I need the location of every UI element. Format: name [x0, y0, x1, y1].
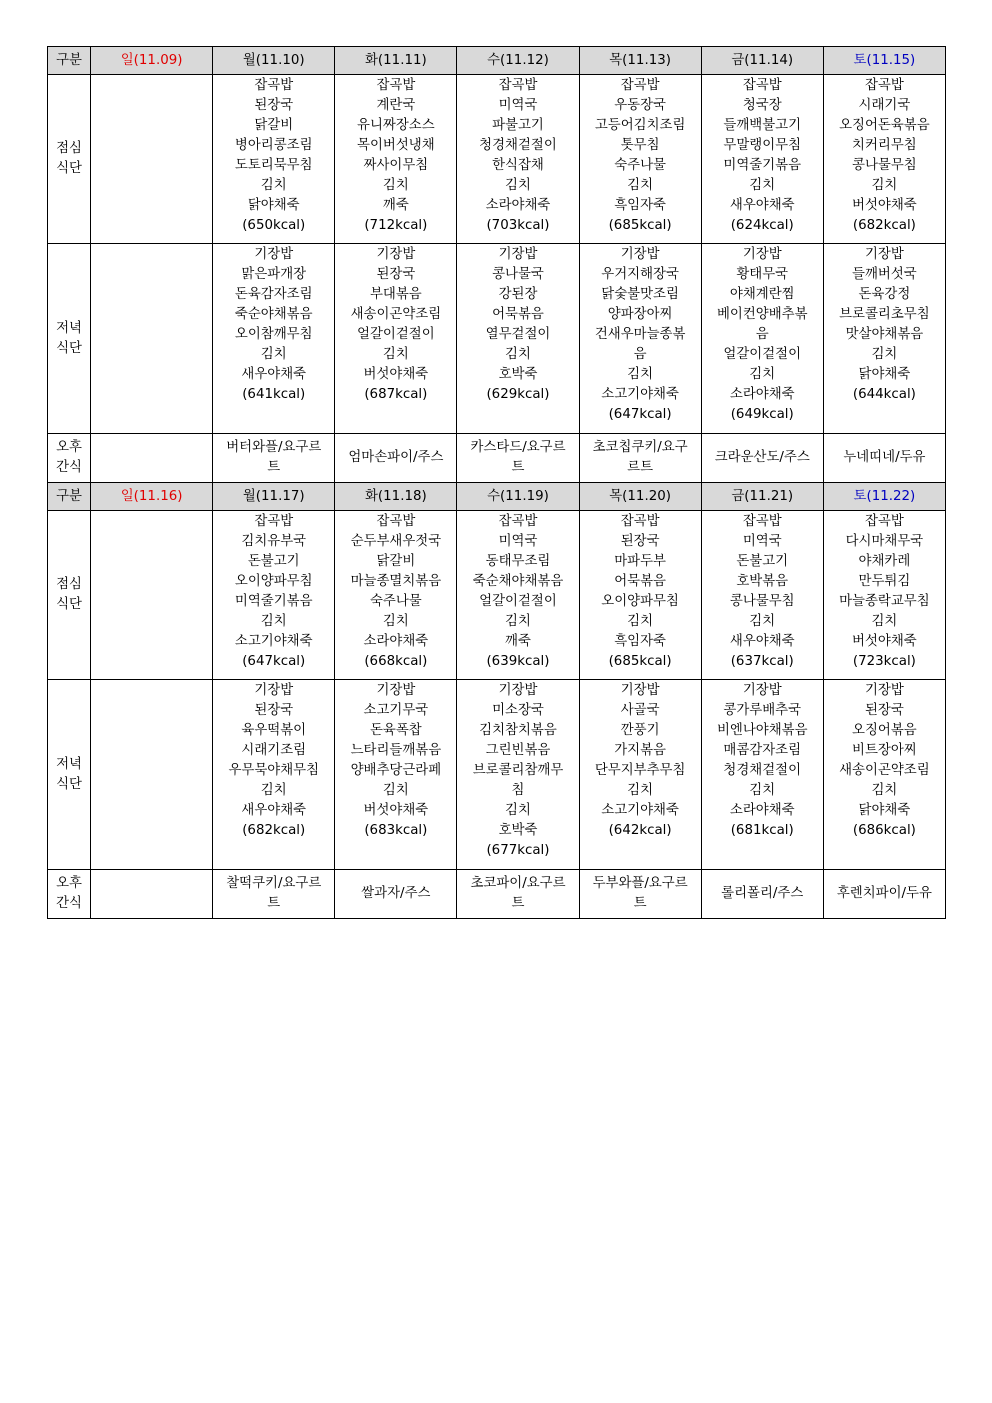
week2-lunch-row — [48, 511, 946, 680]
snack-cell: 크라운산도/주스 — [701, 434, 823, 483]
snack-cell: 쌀과자/주스 — [335, 870, 457, 919]
day-header-sunday: 일(11.16) — [91, 483, 213, 511]
dinner-cell — [91, 680, 213, 870]
snack-cell: 두부와플/요구르 트 — [579, 870, 701, 919]
dinner-cell: 기장밥 콩가루배추국 비엔나야채볶음 매콤감자조림 청경채겉절이 김치 소라야채죽 (681kcal) — [701, 680, 823, 870]
dinner-cell: 기장밥 맑은파개장 돈육감자조림 죽순야채볶음 오이참깨무침 김치 새우야채죽 (641kcal) — [213, 244, 335, 434]
lunch-cell: 잡곡밥 미역국 파불고기 청경채겉절이 한식잡채 김치 소라야채죽 (703kcal) — [457, 75, 579, 244]
weekly-meal-menu-table — [47, 46, 946, 919]
week2-snack-row — [48, 870, 946, 919]
snack-cell — [91, 434, 213, 483]
day-header-thursday: 목(11.20) — [579, 483, 701, 511]
week2-dinner-row — [48, 680, 946, 870]
dinner-cell: 기장밥 미소장국 김치참치볶음 그린빈볶음 브로콜리참깨무 침 김치 호박죽 (677kcal) — [457, 680, 579, 870]
row-label-snack: 오후 간식 — [48, 870, 91, 919]
dinner-cell: 기장밥 된장국 오징어볶음 비트장아찌 새송이곤약조림 김치 닭야채죽 (686kcal) — [823, 680, 945, 870]
day-header-friday: 금(11.21) — [701, 483, 823, 511]
day-header-tuesday: 화(11.18) — [335, 483, 457, 511]
lunch-cell: 잡곡밥 우동장국 고등어김치조림 톳무침 숙주나물 김치 흑임자죽 (685kcal) — [579, 75, 701, 244]
lunch-cell: 잡곡밥 다시마채무국 야채카레 만두튀김 마늘종락교무침 김치 버섯야채죽 (723kcal) — [823, 511, 945, 680]
day-header-wednesday: 수(11.12) — [457, 47, 579, 75]
row-label-dinner: 저녁 식단 — [48, 680, 91, 870]
row-label-lunch: 점심 식단 — [48, 75, 91, 244]
dinner-cell: 기장밥 콩나물국 강된장 어묵볶음 열무겉절이 김치 호박죽 (629kcal) — [457, 244, 579, 434]
week1-lunch-row — [48, 75, 946, 244]
lunch-cell — [91, 75, 213, 244]
week2-header-row — [48, 483, 946, 511]
dinner-cell — [91, 244, 213, 434]
header-label: 구분 — [48, 483, 91, 511]
dinner-cell: 기장밥 소고기무국 돈육폭찹 느타리들깨볶음 양배추당근라페 김치 버섯야채죽 (683kcal) — [335, 680, 457, 870]
header-label: 구분 — [48, 47, 91, 75]
lunch-cell — [91, 511, 213, 680]
lunch-cell: 잡곡밥 김치유부국 돈불고기 오이양파무침 미역줄기볶음 김치 소고기야채죽 (647kcal) — [213, 511, 335, 680]
snack-cell: 카스타드/요구르 트 — [457, 434, 579, 483]
lunch-cell: 잡곡밥 된장국 마파두부 어묵볶음 오이양파무침 김치 흑임자죽 (685kcal) — [579, 511, 701, 680]
snack-cell: 롤리폴리/주스 — [701, 870, 823, 919]
day-header-sunday: 일(11.09) — [91, 47, 213, 75]
day-header-monday: 월(11.10) — [213, 47, 335, 75]
dinner-cell: 기장밥 사골국 깐풍기 가지볶음 단무지부추무침 김치 소고기야채죽 (642kcal) — [579, 680, 701, 870]
lunch-cell: 잡곡밥 미역국 동태무조림 죽순채야채볶음 얼갈이겉절이 김치 깨죽 (639kcal) — [457, 511, 579, 680]
week1-header-row — [48, 47, 946, 75]
week1-snack-row — [48, 434, 946, 483]
day-header-tuesday: 화(11.11) — [335, 47, 457, 75]
row-label-lunch: 점심 식단 — [48, 511, 91, 680]
lunch-cell: 잡곡밥 미역국 돈불고기 호박볶음 콩나물무침 김치 새우야채죽 (637kcal) — [701, 511, 823, 680]
dinner-cell: 기장밥 된장국 육우떡볶이 시래기조림 우무묵야채무침 김치 새우야채죽 (682kcal) — [213, 680, 335, 870]
snack-cell: 누네띠네/두유 — [823, 434, 945, 483]
lunch-cell: 잡곡밥 계란국 유니짜장소스 목이버섯냉채 짜사이무침 김치 깨죽 (712kcal) — [335, 75, 457, 244]
snack-cell: 버터와플/요구르 트 — [213, 434, 335, 483]
day-header-wednesday: 수(11.19) — [457, 483, 579, 511]
week1-dinner-row — [48, 244, 946, 434]
row-label-dinner: 저녁 식단 — [48, 244, 91, 434]
day-header-saturday: 토(11.15) — [823, 47, 945, 75]
snack-cell: 후렌치파이/두유 — [823, 870, 945, 919]
snack-cell: 찰떡쿠키/요구르 트 — [213, 870, 335, 919]
day-header-friday: 금(11.14) — [701, 47, 823, 75]
lunch-cell: 잡곡밥 된장국 닭갈비 병아리콩조림 도토리묵무침 김치 닭야채죽 (650kcal) — [213, 75, 335, 244]
dinner-cell: 기장밥 된장국 부대볶음 새송이곤약조림 얼갈이겉절이 김치 버섯야채죽 (687kcal) — [335, 244, 457, 434]
dinner-cell: 기장밥 황태무국 야채계란찜 베이컨양배추볶 음 얼갈이겉절이 김치 소라야채죽 (649kcal) — [701, 244, 823, 434]
dinner-cell: 기장밥 들깨버섯국 돈육강정 브로콜리초무침 맛살야채볶음 김치 닭야채죽 (644kcal) — [823, 244, 945, 434]
snack-cell: 초코파이/요구르 트 — [457, 870, 579, 919]
row-label-snack: 오후 간식 — [48, 434, 91, 483]
day-header-thursday: 목(11.13) — [579, 47, 701, 75]
lunch-cell: 잡곡밥 시래기국 오징어돈육볶음 치커리무침 콩나물무침 김치 버섯야채죽 (682kcal) — [823, 75, 945, 244]
snack-cell — [91, 870, 213, 919]
dinner-cell: 기장밥 우거지해장국 닭숯불맛조림 양파장아찌 건새우마늘종볶 음 김치 소고기야채죽 (647kcal) — [579, 244, 701, 434]
day-header-saturday: 토(11.22) — [823, 483, 945, 511]
day-header-monday: 월(11.17) — [213, 483, 335, 511]
lunch-cell: 잡곡밥 청국장 들깨백불고기 무말랭이무침 미역줄기볶음 김치 새우야채죽 (624kcal) — [701, 75, 823, 244]
lunch-cell: 잡곡밥 순두부새우젓국 닭갈비 마늘종멸치볶음 숙주나물 김치 소라야채죽 (668kcal) — [335, 511, 457, 680]
snack-cell: 엄마손파이/주스 — [335, 434, 457, 483]
snack-cell: 초코칩쿠키/요구 르트 — [579, 434, 701, 483]
